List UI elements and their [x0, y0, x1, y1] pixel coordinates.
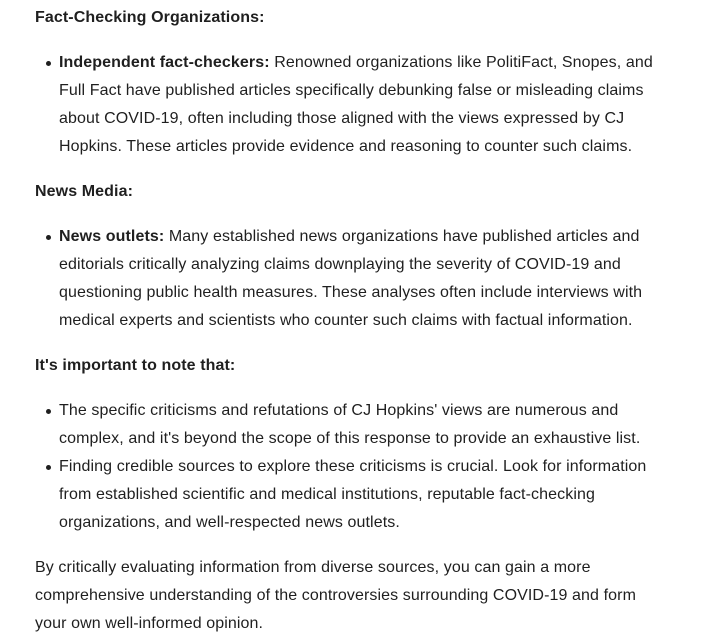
bullet-text: The specific criticisms and refutations of CJ Hopkins' views are numerous and complex, and it's beyond the scope of this response to provide an exhaustive list.: [59, 402, 641, 447]
bullet-item: [46, 223, 653, 335]
bullet-list: [35, 223, 653, 335]
section-heading: News Media:: [35, 183, 134, 200]
response-section: [35, 4, 653, 161]
bullet-lead: News outlets:: [59, 228, 165, 245]
bullet-marker-icon: [46, 235, 51, 240]
bullet-list: [35, 397, 653, 537]
bullet-text: Finding credible sources to explore these criticisms is crucial. Look for information from established scientific and medical institutions, reputable fact-checking organizations, and well-respected news outlets.: [59, 458, 647, 531]
section-heading: Fact-Checking Organizations:: [35, 9, 265, 26]
response-section: [35, 178, 653, 335]
bullet-text: Many established news organizations have published articles and editorials critically analyzing claims downplaying the severity of COVID-19 and questioning public health measures. These analyses often include interviews with medical experts and scientists who counter such claims with factual information.: [59, 228, 643, 329]
response-section: [35, 352, 653, 537]
section-heading: It's important to note that:: [35, 357, 236, 374]
closing-paragraph: By critically evaluating information from diverse sources, you can gain a more comprehensive understanding of the controversies surrounding COVID-19 and form your own well-informed opinion.: [35, 559, 637, 632]
bullet-item: [46, 49, 653, 161]
sections-root: [35, 4, 653, 537]
bullet-list: [35, 49, 653, 161]
bullet-lead: Independent fact-checkers:: [59, 54, 270, 71]
bullet-item: [46, 453, 653, 537]
bullet-item: [46, 397, 653, 453]
bullet-marker-icon: [46, 465, 51, 470]
bullet-text: Renowned organizations like PolitiFact, Snopes, and Full Fact have published articles specifically debunking false or misleading claims about COVID-19, often including those aligned with the views expressed by CJ Hopkins. These articles provide evidence and reasoning to counter such claims.: [59, 54, 653, 155]
bullet-marker-icon: [46, 409, 51, 414]
bullet-marker-icon: [46, 61, 51, 66]
